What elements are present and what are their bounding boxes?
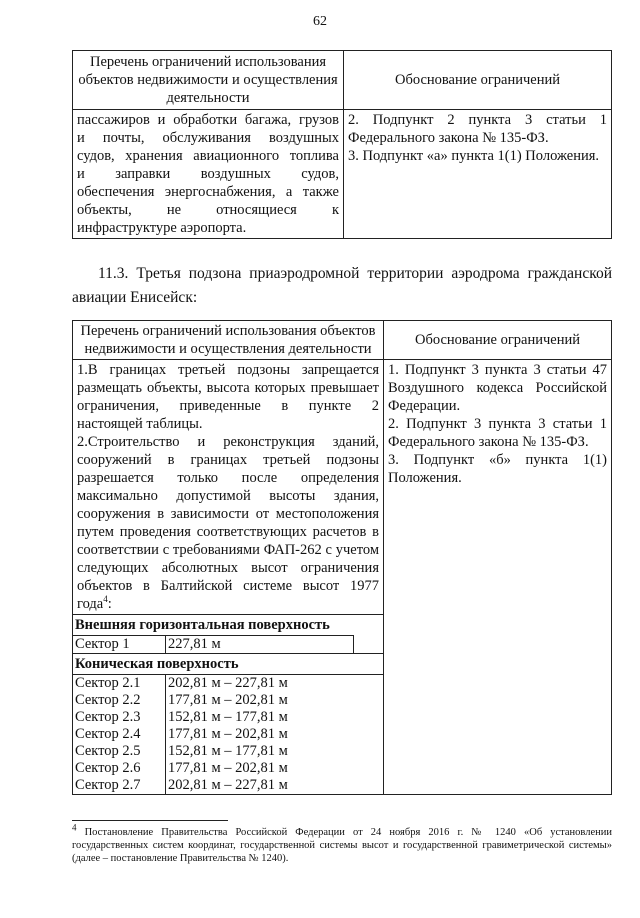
table1-left-line: инфраструктуре аэропорта. xyxy=(77,220,247,236)
sector-value: 177,81 м – 202,81 м xyxy=(168,726,288,742)
sector-name: Сектор 2.3 xyxy=(73,709,166,726)
sector-name: Сектор 2.5 xyxy=(73,743,166,760)
sector-value: 152,81 м – 177,81 м xyxy=(168,709,288,725)
sector-name: Сектор 2.7 xyxy=(73,777,166,794)
table1-left-line: пассажиров и обработки багажа, грузов xyxy=(77,112,339,128)
table2-left-cell xyxy=(73,360,384,795)
footnote-text: Постановление Правительства Российской Федерации от 24 ноября 2016 г. № 1240 «Об установлении государственных систем координат, государственной системы высот и государственной гравиметрической системы» (далее – постановление Правительства № 1240). xyxy=(72,827,612,864)
restriction-paragraph-2-text: 2.Строительство и реконструкция зданий, сооружений в границах третьей подзоны разрешается только после определения максимально допустимой высоты здания, сооружения в зависимости от местоположения путем проведения соответствующих расчетов в соответствии с требованиями ФАП-262 с учетом следующих абсолютных высот ограничения объектов в Балтийской системе высот 1977 года xyxy=(77,434,379,612)
sector-name: Сектор 2.1 xyxy=(73,675,166,692)
sector-name: Сектор 2.2 xyxy=(73,692,166,709)
sector-value: 177,81 м – 202,81 м xyxy=(168,760,288,776)
table1-right-cell xyxy=(344,110,612,239)
page-number: 62 xyxy=(313,14,327,29)
table1-left-line: объекты, не относящиеся к xyxy=(77,202,339,218)
section-heading-line1: 11.3. Третья подзона приаэродромной территории аэродрома гражданской xyxy=(98,265,612,282)
sector-name: Сектор 2.4 xyxy=(73,726,166,743)
sector-value: 152,81 м – 177,81 м xyxy=(168,743,288,759)
footnote-reference: 4 xyxy=(103,594,108,605)
table2-header-right: Обоснование ограничений xyxy=(384,321,612,360)
conical-sectors-table xyxy=(73,675,383,794)
sector-row xyxy=(73,709,383,726)
table1-header-left: Перечень ограничений использования объектов недвижимости и осуществления деятельности xyxy=(73,51,344,110)
table2-right-cell xyxy=(384,360,612,795)
sector-value: 202,81 м – 227,81 м xyxy=(168,777,288,793)
section-heading-line2: авиации Енисейск: xyxy=(72,289,198,306)
conical-sectors-block xyxy=(73,674,383,794)
table1-justification: 2. Подпункт 2 пункта 3 статьи 1 Федерального закона № 135-ФЗ. xyxy=(348,112,607,146)
table1-left-line: судов, хранения авиационного топлива xyxy=(77,148,339,164)
sector-row xyxy=(73,692,383,709)
restrictions-table-continued xyxy=(72,50,612,239)
restrictions-table xyxy=(72,320,612,795)
restriction-paragraph-2-end: : xyxy=(107,596,112,612)
sector-row xyxy=(73,760,383,777)
restriction-paragraph-1: 1.В границах третьей подзоны запрещается размещать объекты, высота которых превышает ограничения, приведенные в пункте 2 настоящей таблицы. xyxy=(77,362,379,432)
table1-header-right: Обоснование ограничений xyxy=(344,51,612,110)
table1-left-line: и почты, обслуживания воздушных xyxy=(77,130,339,146)
table2-header-left: Перечень ограничений использования объектов недвижимости и осуществления деятельности xyxy=(73,321,384,360)
outer-sectors-block xyxy=(73,635,354,653)
conical-surface-title: Коническая поверхность xyxy=(73,653,383,674)
table1-left-cell xyxy=(73,110,344,239)
outer-surface-title: Внешняя горизонтальная поверхность xyxy=(73,614,383,635)
table1-left-line: обеспечения энергоснабжения, а также xyxy=(77,184,339,200)
table2-justification: 1. Подпункт 3 пункта 3 статьи 47 Воздушного кодекса Российской Федерации. xyxy=(388,362,607,414)
sector-name: Сектор 2.6 xyxy=(73,760,166,777)
table1-justification: 3. Подпункт «а» пункта 1(1) Положения. xyxy=(348,148,600,164)
footnote xyxy=(72,822,612,865)
sector-row xyxy=(73,636,353,653)
sector-row xyxy=(73,675,383,692)
sector-value: 177,81 м – 202,81 м xyxy=(168,692,288,708)
sector-name: Сектор 1 xyxy=(73,636,166,653)
table2-justification: 3. Подпункт «б» пункта 1(1) Положения. xyxy=(388,452,607,486)
footnote-divider xyxy=(72,820,228,821)
table1-left-line: и заправки воздушных судов, xyxy=(77,166,339,182)
sector-row xyxy=(73,743,383,760)
footnote-number: 4 xyxy=(72,822,77,833)
sector-row xyxy=(73,777,383,794)
table2-justification: 2. Подпункт 3 пункта 3 статьи 1 Федерального закона № 135-ФЗ. xyxy=(388,416,607,450)
restriction-paragraph-2 xyxy=(77,433,379,613)
sector-value: 202,81 м – 227,81 м xyxy=(168,675,288,691)
section-heading xyxy=(72,262,612,310)
outer-sectors-table xyxy=(73,636,353,653)
sector-row xyxy=(73,726,383,743)
sector-value: 227,81 м xyxy=(168,636,221,652)
